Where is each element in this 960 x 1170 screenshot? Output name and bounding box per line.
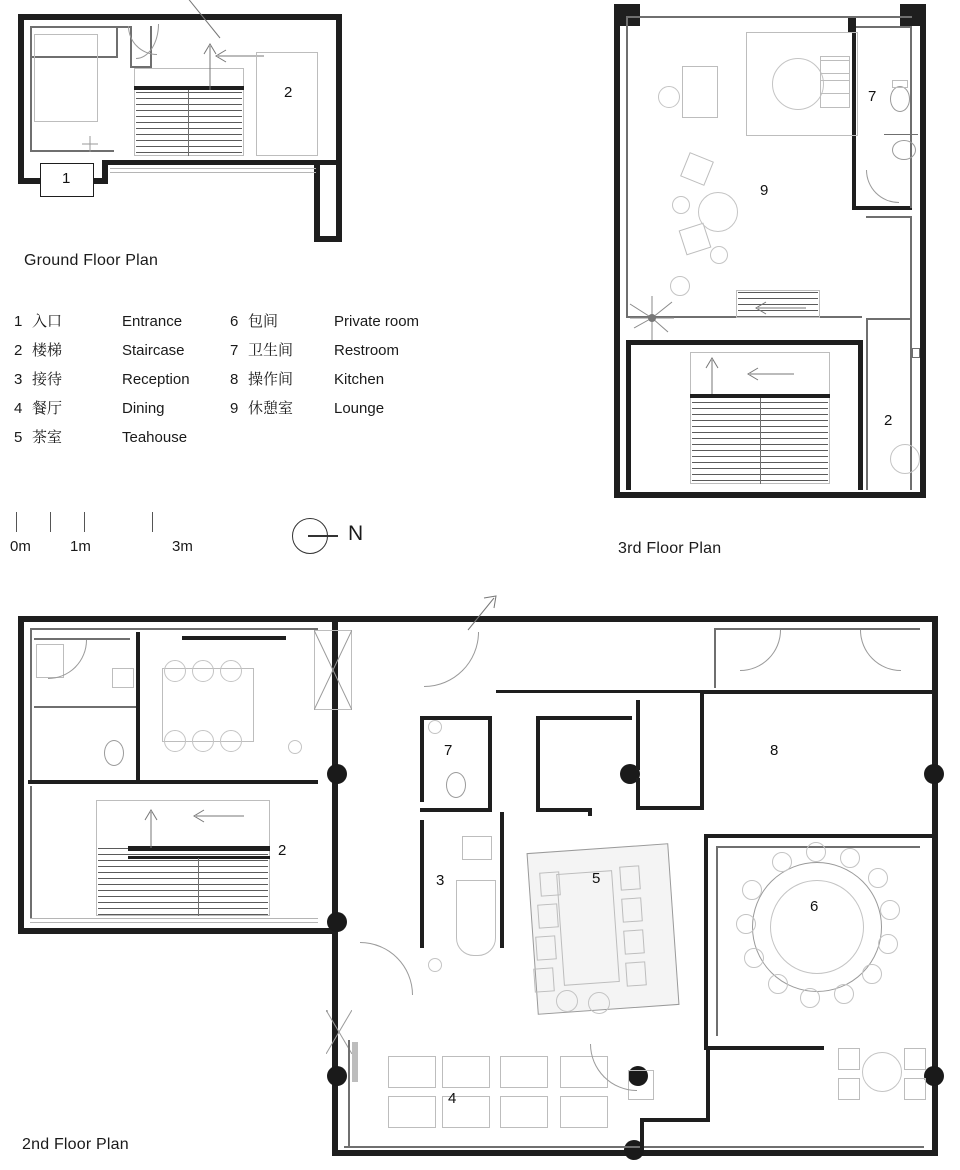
- direction-arrow-icon: [742, 362, 798, 384]
- wall-segment: [18, 928, 338, 934]
- booth-icon: [500, 1056, 548, 1088]
- cabinet-icon: [820, 60, 850, 74]
- wall-segment: [420, 808, 492, 812]
- scale-label: 3m: [172, 538, 193, 555]
- wall-segment: [488, 716, 492, 812]
- stair-direction-arrow-icon: [138, 806, 164, 850]
- legend-label-cn: 休憩室: [248, 400, 294, 417]
- banquet-table-inner-icon: [770, 880, 864, 974]
- wall-segment: [848, 18, 856, 32]
- legend-number: 1: [14, 313, 23, 330]
- wall-segment: [714, 628, 716, 688]
- room-number: 2: [278, 842, 287, 859]
- entry-arrow-icon: [150, 0, 230, 50]
- wall-segment: [338, 616, 932, 622]
- chair-icon: [736, 914, 756, 934]
- sink-icon: [892, 140, 916, 160]
- wall-segment: [858, 340, 863, 490]
- chair-icon: [838, 1078, 860, 1100]
- wall-segment: [852, 206, 912, 210]
- legend-number: 2: [14, 342, 23, 359]
- wall-segment: [18, 616, 24, 934]
- toilet-icon: [104, 740, 124, 766]
- level-marker-icon: [82, 136, 98, 152]
- legend-label-cn: 包间: [248, 313, 279, 330]
- legend-number: 7: [230, 342, 239, 359]
- chair-icon: [806, 842, 826, 862]
- wall-segment: [856, 26, 912, 28]
- cabinet-icon: [820, 80, 850, 94]
- wall-segment: [626, 16, 912, 18]
- direction-arrow-icon: [750, 296, 810, 318]
- wall-segment: [626, 340, 862, 345]
- chair-icon: [800, 988, 820, 1008]
- wall-segment: [536, 808, 592, 812]
- direction-arrow-icon: [188, 804, 248, 826]
- wall-segment: [700, 690, 704, 810]
- scale-tick: [50, 512, 51, 532]
- plan-title-third: 3rd Floor Plan: [618, 540, 722, 557]
- stool-icon: [658, 86, 680, 108]
- scale-label: 1m: [70, 538, 91, 555]
- room-number: 3: [436, 872, 445, 889]
- chair-icon: [868, 868, 888, 888]
- legend-row: [14, 426, 454, 455]
- wall-segment: [30, 150, 114, 152]
- door-swing-icon: [860, 630, 901, 671]
- fixture-icon: [428, 958, 442, 972]
- wall-segment: [614, 492, 926, 498]
- round-table-icon: [698, 192, 738, 232]
- wall-segment: [34, 706, 136, 708]
- round-table-icon: [862, 1052, 902, 1092]
- wall-segment: [496, 690, 716, 693]
- legend-number: 9: [230, 400, 239, 417]
- room-number: 8: [770, 742, 779, 759]
- reception-desk-icon: [456, 880, 496, 956]
- legend-label-cn: 楼梯: [32, 342, 63, 359]
- chair-icon: [838, 1048, 860, 1070]
- scale-tick: [152, 512, 153, 532]
- booth-icon: [388, 1056, 436, 1088]
- stair-center-line: [188, 90, 189, 156]
- wall-segment: [108, 160, 338, 165]
- legend-label-cn: 接待: [32, 371, 63, 388]
- legend-label-en: Private room: [334, 313, 420, 330]
- chair-icon: [625, 961, 647, 986]
- chair-icon: [862, 964, 882, 984]
- door-swing-icon: [360, 942, 413, 995]
- counter-icon: [462, 836, 492, 860]
- wall-segment: [348, 1040, 350, 1146]
- legend-label-cn: 餐厅: [32, 400, 63, 417]
- wall-segment: [116, 26, 118, 58]
- column-marker: [327, 764, 347, 784]
- chair-icon: [539, 871, 561, 896]
- wall-segment: [920, 4, 926, 498]
- legend-label-en: Restroom: [334, 342, 400, 359]
- stair-center-line: [198, 858, 199, 916]
- wall-segment: [136, 632, 140, 782]
- chair-icon: [768, 974, 788, 994]
- chair-icon: [742, 880, 762, 900]
- legend-label-en: Lounge: [334, 400, 385, 417]
- counter-line: [884, 134, 918, 135]
- legend-label-cn: 茶室: [32, 429, 63, 446]
- legend-number: 5: [14, 429, 23, 446]
- wall-segment: [336, 14, 342, 242]
- wall-segment: [636, 700, 640, 770]
- chair-icon: [220, 660, 242, 682]
- counter-line: [182, 636, 286, 640]
- floor-line: [110, 168, 316, 169]
- wall-segment: [866, 318, 868, 490]
- toilet-icon: [890, 86, 910, 112]
- legend-label-en: Entrance: [122, 313, 183, 330]
- fixture-icon: [288, 740, 302, 754]
- wall-segment: [910, 26, 912, 208]
- room-outline: [256, 52, 318, 156]
- chair-icon: [623, 929, 645, 954]
- decorative-burst-icon: [628, 294, 676, 342]
- chair-icon: [904, 1048, 926, 1070]
- fixture-icon: [428, 720, 442, 734]
- room-number: 6: [810, 898, 819, 915]
- column-marker: [924, 1066, 944, 1086]
- legend-label-en: Staircase: [122, 342, 185, 359]
- legend-number: 6: [230, 313, 239, 330]
- door-swing-icon: [424, 632, 479, 687]
- room-number: 9: [760, 182, 769, 199]
- decorative-circle-icon: [890, 444, 920, 474]
- wall-segment: [30, 628, 318, 630]
- booth-icon: [442, 1056, 490, 1088]
- stool-icon: [672, 196, 690, 214]
- wall-segment: [28, 780, 318, 784]
- wall-segment: [704, 834, 708, 1050]
- wall-segment: [500, 812, 504, 948]
- plan-title-second: 2nd Floor Plan: [22, 1136, 129, 1153]
- wall-segment: [640, 806, 704, 810]
- chair-icon: [537, 903, 559, 928]
- long-table-icon: [556, 870, 620, 986]
- chair-icon: [192, 660, 214, 682]
- door-swing-icon: [866, 170, 899, 203]
- wall-segment: [314, 236, 342, 242]
- toilet-icon: [446, 772, 466, 798]
- stool-icon: [587, 991, 610, 1014]
- scale-label: 0m: [10, 538, 31, 555]
- wall-segment: [420, 820, 424, 948]
- chair-icon: [164, 730, 186, 752]
- wall-segment: [30, 26, 130, 28]
- legend-row: [230, 339, 460, 368]
- floor-line: [110, 172, 316, 173]
- booth-icon: [388, 1096, 436, 1128]
- stair-center-line: [760, 398, 761, 484]
- legend-row: [230, 310, 460, 339]
- room-number: 7: [868, 88, 877, 105]
- chair-icon: [164, 660, 186, 682]
- chair-icon: [840, 848, 860, 868]
- wall-segment: [344, 1146, 924, 1148]
- room-number: 2: [884, 412, 893, 429]
- room-number: 2: [284, 84, 293, 101]
- stair-treads: [136, 86, 242, 156]
- wall-segment: [614, 4, 620, 498]
- wall-segment: [536, 716, 632, 720]
- scale-tick: [84, 512, 85, 532]
- chair-icon: [220, 730, 242, 752]
- legend-label-cn: 卫生间: [248, 342, 294, 359]
- shaft-cross-icon: [314, 630, 352, 710]
- wall-segment: [704, 1046, 824, 1050]
- room-number: 1: [62, 170, 71, 187]
- legend-row: [230, 397, 460, 426]
- door-swing-icon: [740, 630, 781, 671]
- wall-segment: [866, 318, 912, 320]
- wall-segment: [420, 716, 424, 802]
- wall-segment: [18, 616, 338, 622]
- legend-row: [230, 368, 460, 397]
- chair-icon: [621, 897, 643, 922]
- wall-segment: [30, 786, 32, 918]
- north-arrow-bar: [308, 535, 338, 537]
- wall-segment: [700, 690, 932, 694]
- wall-segment: [716, 846, 718, 1036]
- chair-icon: [744, 948, 764, 968]
- chair-icon: [535, 935, 557, 960]
- column-marker: [924, 764, 944, 784]
- stair-edge: [128, 856, 270, 859]
- room-outline: [34, 34, 98, 122]
- wall-segment: [704, 834, 932, 838]
- chair-icon: [904, 1078, 926, 1100]
- chair-icon: [880, 900, 900, 920]
- table-icon: [772, 58, 824, 110]
- chair-icon: [192, 730, 214, 752]
- chair-icon: [533, 967, 555, 992]
- legend-number: 3: [14, 371, 23, 388]
- legend-number: 4: [14, 400, 23, 417]
- plant-icon: [670, 276, 690, 296]
- room-number: 4: [448, 1090, 457, 1107]
- legend-label-en: Teahouse: [122, 429, 188, 446]
- room-number: 5: [592, 870, 601, 887]
- legend-label-cn: 入口: [32, 313, 63, 330]
- wall-segment: [588, 808, 592, 816]
- room-number: 7: [444, 742, 453, 759]
- north-label: N: [348, 522, 364, 545]
- wall-segment: [314, 164, 320, 242]
- wall-segment: [30, 26, 32, 150]
- door-swing-icon: [48, 640, 87, 679]
- booth-icon: [560, 1096, 608, 1128]
- wall-segment: [18, 14, 24, 184]
- desk-icon: [682, 66, 718, 118]
- floor-line: [30, 918, 318, 919]
- entry-arrow-icon: [460, 594, 520, 634]
- column-marker: [327, 1066, 347, 1086]
- legend-label-en: Kitchen: [334, 371, 385, 388]
- wall-segment: [640, 1118, 710, 1122]
- wall-segment: [852, 160, 856, 208]
- chair-icon: [834, 984, 854, 1004]
- chair-icon: [878, 934, 898, 954]
- chair-icon: [772, 852, 792, 872]
- wall-segment: [900, 4, 926, 26]
- booth-icon: [500, 1096, 548, 1128]
- legend-number: 8: [230, 371, 239, 388]
- wall-segment: [866, 216, 912, 218]
- wall-segment: [640, 1118, 644, 1150]
- wall-segment: [420, 716, 492, 720]
- wall-segment: [536, 716, 540, 812]
- wall-segment: [30, 628, 32, 780]
- wall-segment: [626, 340, 631, 490]
- counter-line: [352, 1042, 358, 1082]
- scale-tick: [16, 512, 17, 532]
- stair-direction-arrow-icon: [700, 356, 724, 396]
- wall-segment: [626, 16, 628, 316]
- legend-label-en: Dining: [122, 400, 165, 417]
- chair-icon: [619, 865, 641, 890]
- armchair-icon: [680, 152, 714, 186]
- floor-line: [30, 922, 318, 923]
- column-marker: [327, 912, 347, 932]
- stool-icon: [710, 246, 728, 264]
- legend-label-cn: 操作间: [248, 371, 294, 388]
- toilet-tank-icon: [892, 80, 908, 88]
- window-marker: [912, 348, 920, 358]
- sink-icon: [112, 668, 134, 688]
- plan-title-ground: Ground Floor Plan: [24, 252, 159, 269]
- legend-column-right: [230, 310, 460, 426]
- wall-segment: [706, 1046, 710, 1122]
- legend-label-en: Reception: [122, 371, 190, 388]
